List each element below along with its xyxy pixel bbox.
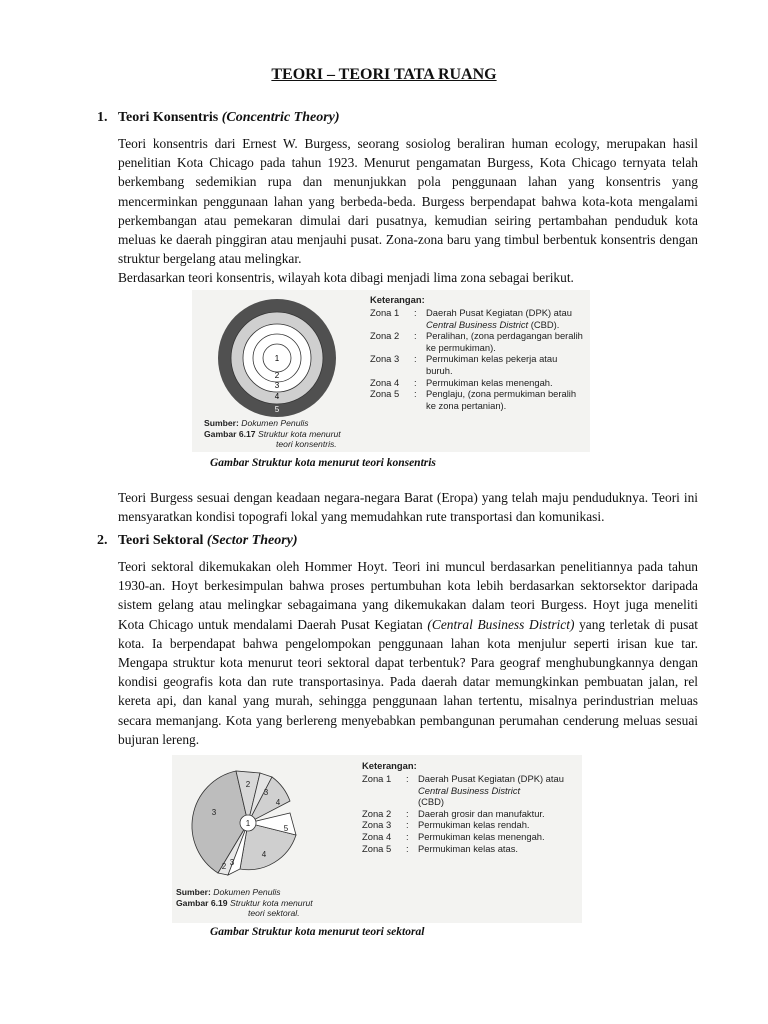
legend-row: Zona 4 : Permukiman kelas menengah. <box>370 377 586 389</box>
legend-zone: Zona 3 <box>370 353 400 365</box>
heading-text: Teori Konsentris <box>118 110 219 125</box>
legend-row: Zona 1 : Daerah Pusat Kegiatan (DPK) atau Central Business District (CBD) <box>362 773 564 808</box>
legend-zone: Zona 1 <box>362 773 392 784</box>
legend-desc: Daerah Pusat Kegiatan (DPK) atau Central Business District (CBD) <box>418 773 564 808</box>
legend-row: Zona 4 : Permukiman kelas menengah. <box>362 831 564 843</box>
zone-label: 3 <box>274 381 280 390</box>
legend-zone: Zona 5 <box>370 388 400 400</box>
legend-desc: Permukiman kelas menengah. <box>426 376 553 388</box>
zone-label: 2 <box>245 780 251 789</box>
legend-row: Zona 5 : Permukiman kelas atas. <box>362 843 564 855</box>
zone-label: 1 <box>274 354 280 363</box>
italic-term: (Central Business District) <box>427 616 575 632</box>
figure-caption: Gambar Struktur kota menurut teori sektoral <box>210 926 425 938</box>
heading-english: (Sector Theory) <box>206 533 298 548</box>
heading-english: (Concentric Theory) <box>221 110 340 125</box>
legend-zone: Zona 1 <box>370 307 400 318</box>
legend-row: Zona 5 : Penglaju, (zona permukiman beralih ke zona pertanian). <box>370 388 586 411</box>
legend-zone: Zona 2 <box>370 330 400 342</box>
legend-zone: Zona 2 <box>362 807 392 819</box>
figure-caption: Gambar Struktur kota menurut teori konsentris <box>210 457 436 469</box>
zone-label: 4 <box>274 392 280 401</box>
paragraph: Berdasarkan teori konsentris, wilayah kota dibagi menjadi lima zona sebagai berikut. <box>118 270 574 286</box>
legend-row: Zona 1 : Daerah Pusat Kegiatan (DPK) atau Central Business District (CBD). <box>370 307 586 330</box>
paragraph: Teori Burgess sesuai dengan keadaan negara-negara Barat (Eropa) yang telah maju penduduknya. Teori ini mensyaratkan kondisi topografi lokal yang memudahkan rute transportasi dan komunikasi. <box>118 490 698 525</box>
zone-label: 4 <box>261 850 267 859</box>
legend-desc: Peralihan, (zona perdagangan beralih ke permukiman). <box>426 330 583 353</box>
legend-row: Zona 2 : Daerah grosir dan manufaktur. <box>362 808 564 820</box>
heading-text: Teori Sektoral <box>118 533 204 548</box>
sector-figure <box>172 755 582 923</box>
legend-zone: Zona 3 <box>362 819 392 831</box>
legend-row: Zona 3 : Permukiman kelas rendah. <box>362 819 564 831</box>
legend-zone: Zona 4 <box>370 376 400 388</box>
sector-diagram <box>178 765 318 883</box>
figure-source: Sumber: Dokumen Penulis Gambar 6.19 Struktur kota menurut teori sektoral. <box>176 887 313 918</box>
legend-desc: Permukiman kelas menengah. <box>418 830 545 842</box>
zone-label: 5 <box>283 824 289 833</box>
legend-title: Keterangan: <box>370 294 425 305</box>
legend-desc: Penglaju, (zona permukiman beralih ke zona pertanian). <box>426 388 577 411</box>
section-number: 1. <box>97 110 108 125</box>
legend-zone: Zona 5 <box>362 842 392 854</box>
section1-body <box>118 134 698 288</box>
concentric-diagram <box>210 298 344 418</box>
concentric-figure <box>192 290 590 452</box>
zone-label: 5 <box>274 405 280 414</box>
legend-title: Keterangan: <box>362 760 417 771</box>
legend-desc: Permukiman kelas atas. <box>418 842 519 854</box>
zone-label: 4 <box>275 798 281 807</box>
zone-label: 1 <box>245 819 251 828</box>
zone-label: 3 <box>263 788 269 797</box>
section-number: 2. <box>97 533 108 548</box>
legend-desc: Permukiman kelas rendah. <box>418 819 530 831</box>
concentric-legend <box>370 294 586 411</box>
figure-source: Sumber: Dokumen Penulis Gambar 6.17 Struktur kota menurut teori konsentris. <box>204 418 341 449</box>
zone-label: 2 <box>274 371 280 380</box>
section2-body <box>118 557 698 749</box>
section-heading <box>118 533 298 549</box>
legend-desc: Daerah Pusat Kegiatan (DPK) atau Central Business District (CBD). <box>426 307 572 330</box>
page-title: TEORI – TEORI TATA RUANG <box>271 66 497 83</box>
legend-row: Zona 2 : Peralihan, (zona perdagangan beralih ke permukiman). <box>370 330 586 353</box>
sector-legend <box>362 760 578 854</box>
section1-body-2 <box>118 488 698 526</box>
legend-row: Zona 3 : Permukiman kelas pekerja atau buruh. <box>370 353 586 376</box>
legend-desc: Permukiman kelas pekerja atau buruh. <box>426 353 558 376</box>
zone-label: 3 <box>211 808 217 817</box>
paragraph: Teori konsentris dari Ernest W. Burgess, seorang sosiolog beraliran human ecology, merupakan hasil penelitian Kota Chicago pada tahun 1923. Menurut pengamatan Burgess, Kota Chicago ternyata telah berkembang sedemikian rupa dan menunjukkan pola penggunaan lahan yang konsentris yang mencerminkan penggunaan lahan yang berbeda-beda. Burgess berpendapat bahwa kota-kota mengalami perkembangan atau pemekaran dimulai dari pusatnya, kemudian seiring pertambahan penduduk kota meluas ke daerah pinggiran atau menjauhi pusat. Zona-zona baru yang timbul berbentuk konsentris dengan struktur bergelang atau melingkar. <box>118 136 698 267</box>
legend-zone: Zona 4 <box>362 830 392 842</box>
zone-label: 3 <box>229 858 235 867</box>
legend-desc: Daerah grosir dan manufaktur. <box>418 807 545 819</box>
section-heading <box>118 110 340 126</box>
zone-label: 2 <box>221 862 227 871</box>
paragraph: Teori sektoral dikemukakan oleh Hommer Hoyt. Teori ini muncul berdasarkan penelitiannya pada tahun 1930-an. Hoyt berkesimpulan bahwa proses pertumbuhan kota lebih berdasarkan sektorsektor daripada sistem gelang atau melingkar sebagaimana yang dikemukakan dalam teori Burgess. Hoyt juga meneliti Kota Chicago untuk mendalami Daerah Pusat Kegiatan (Central Business District) yang terletak di pusat kota. Ia berpendapat bahwa pengelompokan penggunaan lahan kota menjulur seperti irisan kue tar. Mengapa struktur kota menurut teori sektoral dapat terbentuk? Para geograf menghubungkannya dengan kondisi geografis kota dan rute transportasinya. Pada daerah datar memungkinkan pembuatan jalan, rel kereta api, dan kanal yang murah, sehingga penggunaan lahan tertentu, misalnya perindustrian meluas secara memanjang. Kota yang berlereng menyebabkan pembangunan perumahan cenderung meluas sesuai bujuran lereng. <box>118 559 698 747</box>
